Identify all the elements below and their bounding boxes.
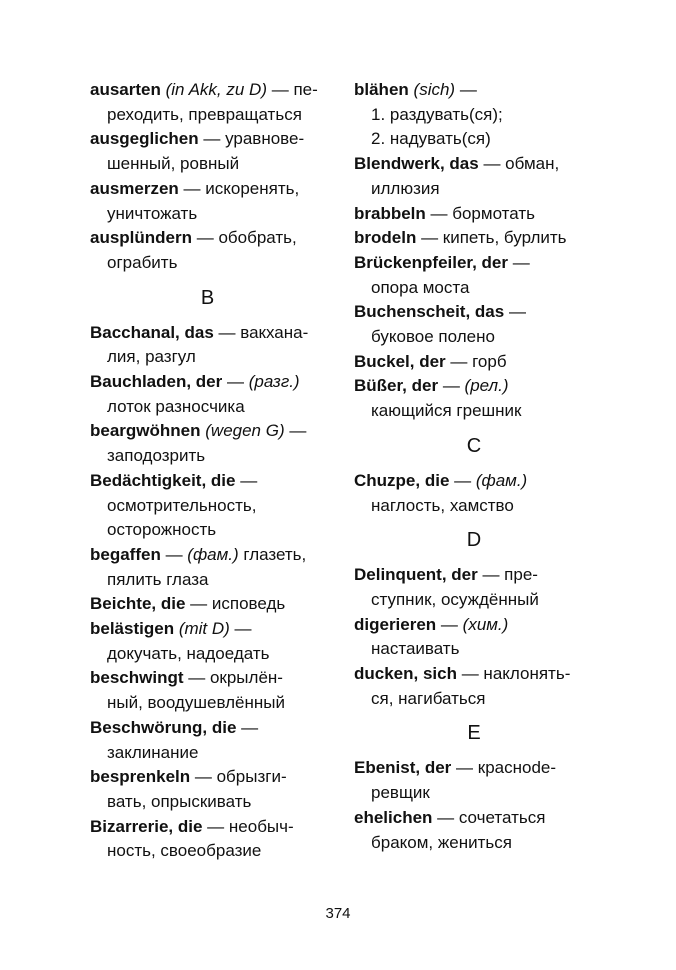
dictionary-entry (354, 226, 594, 251)
usage-label: (разг.) (248, 372, 300, 392)
headword: Buckel, der (354, 351, 446, 371)
headword: begaffen (90, 544, 161, 564)
dictionary-entry (90, 177, 325, 226)
headword: blähen (354, 80, 409, 99)
section-letter: E (467, 722, 481, 745)
grammar-note: (wegen G) (205, 421, 285, 441)
page-number: 374 (325, 905, 351, 922)
definition-text: — горб (445, 351, 507, 371)
definition-continuation: заподозрить (107, 446, 206, 466)
headword: Büßer, der (354, 376, 439, 396)
dictionary-entry (354, 662, 594, 711)
headword: ehelichen (354, 807, 433, 827)
dictionary-entry (90, 617, 325, 666)
headword: ausarten (90, 80, 161, 99)
headword: Buchenscheit, das (354, 302, 505, 322)
entry-first-line (354, 253, 530, 272)
entry-first-line (354, 615, 508, 634)
definition-continuation: шенный, ровный (107, 154, 240, 174)
headword: belästigen (90, 619, 175, 639)
definition-continuation: иллюзия (371, 178, 440, 198)
entry-first-line (354, 228, 567, 247)
definition-text: — (508, 252, 530, 272)
definition-continuation: ступник, осуждённый (371, 589, 539, 609)
definition-text: — кипеть, бурлить (416, 228, 567, 248)
headword: Ebenist, der (354, 758, 452, 778)
definition-text: — пе- (267, 80, 318, 99)
dictionary-entry (354, 202, 594, 227)
grammar-note: (sich) (413, 80, 456, 99)
dictionary-entry (354, 563, 594, 612)
dictionary-entry (354, 469, 594, 518)
entry-first-line (354, 376, 509, 395)
headword: Beichte, die (90, 594, 186, 614)
definition-continuation: лия, разгул (107, 347, 196, 367)
definition-continuation: уничтожать (107, 203, 198, 223)
definition-text: — (229, 619, 252, 639)
definition-text: — искоренять, (178, 178, 300, 198)
dictionary-entry (354, 251, 594, 300)
headword: ausplündern (90, 228, 193, 248)
dictionary-entry (354, 756, 594, 805)
definition-text: — (449, 470, 476, 490)
dictionary-entry (354, 300, 594, 349)
right-column (354, 78, 594, 855)
dictionary-entry (90, 127, 325, 176)
headword: Bauchladen, der (90, 372, 223, 392)
entry-first-line (90, 228, 297, 247)
headword: brabbeln (354, 203, 426, 223)
definition-continuation: ность, своеобразие (107, 841, 262, 861)
definition-text: — краснode- (451, 758, 557, 778)
entry-first-line (90, 323, 308, 342)
entry-first-line (354, 352, 507, 371)
headword: ausmerzen (90, 178, 179, 198)
section-letter: D (466, 529, 482, 552)
definition-continuation: ревщик (371, 783, 430, 803)
usage-label: (фам.) (475, 470, 528, 490)
grammar-note: (in Akk, zu D) (165, 80, 267, 99)
definition-text: — необыч- (202, 816, 294, 836)
definition-text: — наклонять- (456, 664, 571, 684)
headword: Bedächtigkeit, die (90, 470, 236, 490)
entry-first-line (354, 302, 526, 321)
headword: Brückenpfeiler, der (354, 252, 509, 272)
definition-text: — (504, 302, 526, 322)
entry-first-line (354, 154, 559, 173)
definition-text: — пре- (477, 565, 538, 585)
usage-label: (рел.) (464, 376, 509, 396)
entry-first-line (354, 808, 545, 827)
left-column (90, 78, 325, 864)
definition-continuation: ограбить (107, 252, 178, 272)
entry-first-line (90, 421, 306, 440)
definition-continuation: ся, нагибаться (371, 688, 486, 708)
definition-continuation: буковое полено (371, 327, 495, 347)
headword: besprenkeln (90, 767, 191, 787)
definition-continuation: реходить, превращаться (107, 104, 302, 124)
dictionary-entry (90, 78, 325, 127)
dictionary-entry (90, 666, 325, 715)
dictionary-entry (354, 152, 594, 201)
definition-text: — исповедь (185, 594, 286, 614)
entry-first-line (90, 718, 258, 737)
definition-continuation: докучать, надоедать (107, 643, 270, 663)
section-letter: C (466, 434, 482, 457)
definition-continuation: лоток разносчика (107, 396, 245, 416)
definition-continuation: вать, опрыскивать (107, 791, 252, 811)
headword: Chuzpe, die (354, 470, 450, 490)
section-letter: B (200, 286, 215, 309)
usage-label: (фам.) (187, 544, 239, 564)
dictionary-entry (90, 815, 325, 864)
entry-first-line (90, 668, 283, 687)
dictionary-entry (354, 350, 594, 375)
definition-continuation: заклинание (107, 742, 199, 762)
definition-text: — (436, 614, 463, 634)
headword: brodeln (354, 228, 417, 248)
headword: Blendwerk, das (354, 154, 479, 174)
definition-text: — обобрать, (192, 228, 297, 248)
definition-text: — (236, 717, 259, 737)
entry-first-line (354, 204, 535, 223)
headword: Beschwörung, die (90, 717, 237, 737)
dictionary-entry (90, 419, 325, 468)
definition-text: — (235, 470, 258, 490)
dictionary-entry (90, 716, 325, 765)
definition-continuation: браком, жениться (371, 832, 512, 852)
definition-text: — (438, 376, 465, 396)
definition-text: — сочетаться (432, 807, 546, 827)
definition-continuation: опора моста (371, 277, 470, 297)
entry-first-line (354, 80, 477, 99)
dictionary-entry (354, 613, 594, 662)
dictionary-entry (90, 592, 325, 617)
dictionary-entry (90, 321, 325, 370)
dictionary-entry (354, 806, 594, 855)
definition-continuation: настаивать (371, 639, 460, 659)
definition-text: — обрызги- (190, 767, 287, 787)
definition-continuation: кающийся грешник (371, 401, 522, 421)
headword: Bacchanal, das (90, 322, 214, 342)
entry-first-line (90, 80, 318, 99)
definition-continuation: наглость, хамство (371, 495, 514, 515)
entry-first-line (90, 767, 287, 786)
dictionary-entry (90, 226, 325, 275)
entry-first-line (90, 619, 252, 638)
entry-first-line (90, 179, 299, 198)
definition-continuation: осторожность (107, 520, 217, 540)
headword: beschwingt (90, 668, 184, 688)
dictionary-entry (90, 370, 325, 419)
grammar-note: (mit D) (178, 619, 230, 639)
definition-text: — обман, (478, 154, 560, 174)
definition-continuation: 1. раздувать(ся); (371, 104, 503, 124)
definition-text: глазеть, (238, 544, 307, 564)
definition-text: — (284, 421, 307, 441)
definition-text: — вакхана- (213, 322, 309, 342)
entry-first-line (354, 565, 538, 584)
definition-text: — бормотать (425, 203, 535, 223)
definition-text: — (455, 80, 477, 99)
entry-first-line (354, 471, 527, 490)
entry-first-line (354, 664, 570, 683)
definition-text: — (222, 372, 249, 392)
entry-first-line (90, 594, 285, 613)
entry-first-line (90, 471, 257, 490)
usage-label: (хим.) (462, 614, 509, 634)
dictionary-entry (354, 374, 594, 423)
dictionary-entry (354, 78, 594, 152)
headword: beargwöhnen (90, 421, 201, 441)
entry-first-line (354, 758, 556, 777)
definition-continuation: ный, воодушевлённый (107, 693, 285, 713)
headword: Delinquent, der (354, 565, 478, 585)
definition-continuation: осмотрительность, (107, 495, 257, 515)
dictionary-entry (90, 469, 325, 543)
definition-continuation: пялить глаза (107, 569, 209, 589)
headword: ausgeglichen (90, 129, 199, 149)
definition-text: — окрылён- (183, 668, 283, 688)
entry-first-line (90, 817, 294, 836)
dictionary-entry (90, 543, 325, 592)
entry-first-line (90, 372, 300, 391)
dictionary-entry (90, 765, 325, 814)
headword: ducken, sich (354, 664, 457, 684)
headword: digerieren (354, 614, 437, 634)
entry-first-line (90, 545, 306, 564)
entry-first-line (90, 129, 304, 148)
headword: Bizarrerie, die (90, 816, 203, 836)
definition-text: — (160, 544, 188, 564)
definition-text: — уравнове- (198, 129, 305, 149)
definition-continuation: 2. надувать(ся) (371, 129, 491, 149)
